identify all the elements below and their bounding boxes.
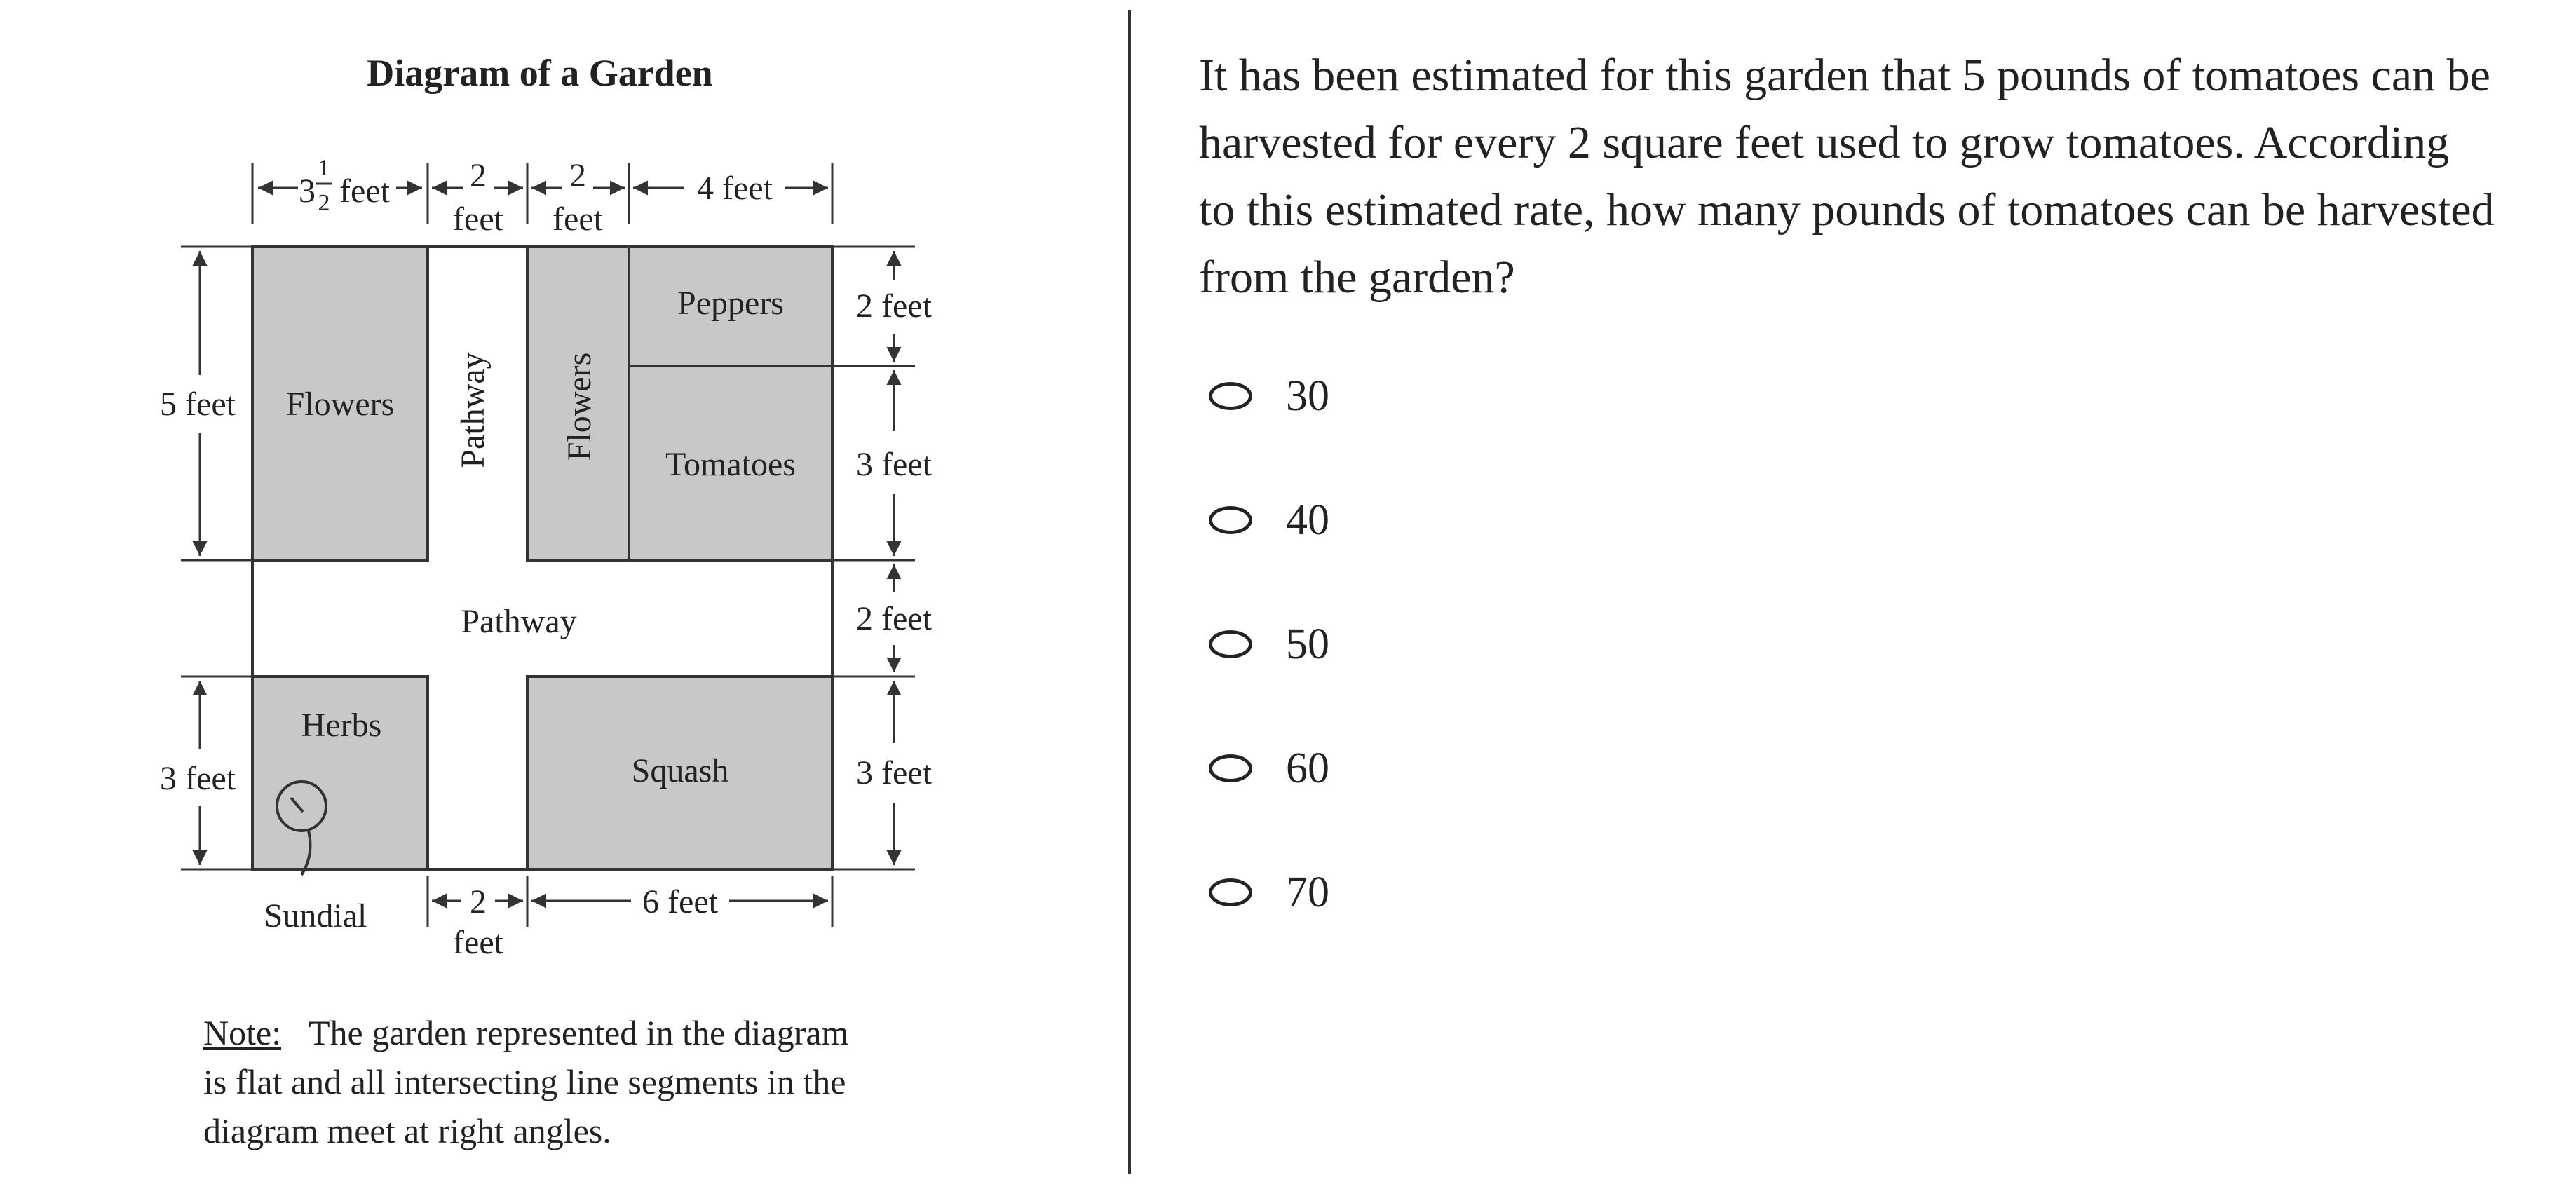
radio-button-icon[interactable] xyxy=(1209,630,1252,658)
choice-label: 70 xyxy=(1286,868,1329,916)
herbs-bed xyxy=(252,677,428,869)
note-line-2: is flat and all intersecting line segments in the xyxy=(203,1062,846,1101)
top-dim-2-value: 2 xyxy=(470,157,487,194)
peppers-label: Peppers xyxy=(677,285,784,322)
right-dim-1: 2 feet xyxy=(856,287,932,325)
choice-60[interactable] xyxy=(1199,740,1620,796)
radio-button-icon[interactable] xyxy=(1209,506,1252,534)
top-dim-3-value: 2 xyxy=(569,157,586,194)
choice-label: 30 xyxy=(1286,372,1329,420)
radio-button-icon[interactable] xyxy=(1209,878,1252,906)
question-panel xyxy=(1199,42,2496,916)
choice-label: 40 xyxy=(1286,496,1329,544)
sundial-label: Sundial xyxy=(264,897,367,934)
note-label: Note: xyxy=(203,1013,282,1052)
answer-choices xyxy=(1199,368,1620,988)
right-dim-2: 3 feet xyxy=(856,446,932,483)
left-dim-1: 5 feet xyxy=(160,386,236,423)
bottom-dim-2: 6 feet xyxy=(642,883,718,920)
choice-30[interactable] xyxy=(1199,368,1620,424)
pathway-horizontal-label: Pathway xyxy=(461,603,577,640)
diagram-title: Diagram of a Garden xyxy=(367,52,713,94)
bottom-dim-1-value: 2 xyxy=(470,883,487,920)
right-dim-3: 2 feet xyxy=(856,600,932,637)
top-dim-4: 4 feet xyxy=(697,170,773,207)
choice-70[interactable] xyxy=(1199,864,1620,920)
panel-divider xyxy=(1128,10,1131,1174)
flowers-vertical-label: Flowers xyxy=(561,352,598,461)
bottom-dimension-lines xyxy=(428,876,832,927)
choice-label: 60 xyxy=(1286,744,1329,792)
garden-diagram-panel xyxy=(0,0,1129,1203)
pathway-vertical-label: Pathway xyxy=(454,352,492,468)
flowers-left-label: Flowers xyxy=(285,386,395,423)
top-dim-1-unit: feet xyxy=(339,172,390,210)
tomatoes-label: Tomatoes xyxy=(665,446,796,483)
top-dim-3-unit: feet xyxy=(553,200,603,238)
note-line-3: diagram meet at right angles. xyxy=(203,1111,611,1150)
garden-diagram xyxy=(0,0,1129,1203)
choice-50[interactable] xyxy=(1199,616,1620,672)
right-dim-4: 3 feet xyxy=(856,754,932,791)
herbs-label: Herbs xyxy=(301,707,382,744)
note-line-1: The garden represented in the diagram xyxy=(309,1013,849,1052)
top-dim-1-whole: 3 xyxy=(299,172,316,210)
choice-label: 50 xyxy=(1286,620,1329,668)
bottom-dim-1-unit: feet xyxy=(453,924,503,961)
squash-label: Squash xyxy=(631,752,729,789)
left-dim-2: 3 feet xyxy=(160,760,236,797)
radio-button-icon[interactable] xyxy=(1209,382,1252,410)
radio-button-icon[interactable] xyxy=(1209,754,1252,782)
top-dim-2-unit: feet xyxy=(453,200,503,238)
top-dim-1-denominator: 2 xyxy=(318,190,330,216)
choice-40[interactable] xyxy=(1199,492,1620,548)
question-text: It has been estimated for this garden that 5 pounds of tomatoes can be harvested for every 2 square feet used to grow tomatoes. According to this estimated rate, how many pounds of tomatoes can be harvested from the garden? xyxy=(1199,50,2495,303)
top-dim-1-numerator: 1 xyxy=(318,155,330,181)
